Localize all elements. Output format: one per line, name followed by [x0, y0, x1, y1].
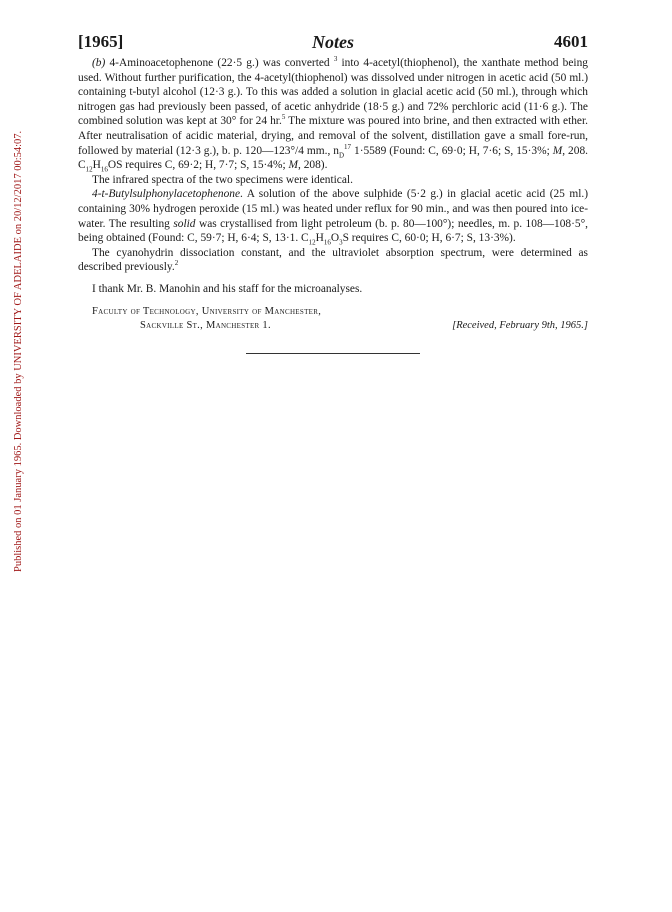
received-date: [Received, February 9th, 1965.]: [452, 319, 588, 331]
page-header: [78, 32, 588, 54]
article-body: [78, 56, 588, 354]
affiliation-block: [78, 305, 588, 335]
paragraph-sulphonyl: 4-t-Butylsulphonylacetophenone. A solution of the above sulphide (5·2 g.) in glacial acetic acid (25 ml.) containing 30% hydrogen peroxide (15 ml.) was heated under reflux for 90 min., and was then poured into ice-water. The resulting solid was crystallised from light petroleum (b. p. 80—100°); needles, m. p. 108—108·5°, being obtained (Found: C, 59·7; H, 6·4; S, 13·1. $C_{12}H_{16}O_3S$ requires C, 60·0; H, 6·7; S, 13·3%).: [78, 188, 589, 247]
page-number: 4601: [554, 32, 588, 51]
paragraph-aminoacetophenone: (b) 4-Aminoacetophenone (22·5 g.) was converted $^3$ into 4-acetyl(thiophenol), the xanthate method being used. Without further purification, the 4-acetyl(thiophenol) was dissolved under nitrogen in acetic acid (50 ml.) containing t-butyl alcohol (12·3 g.). To this was added a solution in glacial acetic acid (50 ml.), through which nitrogen gas had previously been passed, of acetic anhydride (18·5 g.) and 72% perchloric acid (11·6 g.). The combined solution was kept at 30° for 24 hr.$^5$ The mixture was poured into brine, and then extracted with ether. After neutralisation of acidic material, drying, and removal of the solvent, distillation gave a small fore-run, followed by material (12·3 g.), b. p. 120—123°/4 mm., $n_D^{17}$ 1·5589 (Found: C, 69·0; H, 7·6; S, 15·3%; M, 208. $C_{12}H_{16}OS$ requires C, 69·2; H, 7·7; S, 15·4%; M, 208).: [78, 55, 589, 174]
affiliation-line-1: Faculty of Technology, University of Manchester,: [92, 305, 322, 317]
download-watermark: Published on 01 January 1965. Downloaded by UNIVERSITY OF ADELAIDE on 20/12/2017 00:54:07.: [13, 130, 24, 572]
paragraph-infrared: The infrared spectra of the two specimens were identical.: [92, 173, 353, 186]
affiliation-line-2: Sackville St., Manchester 1.: [140, 319, 271, 331]
paragraph-cyanohydrin: The cyanohydrin dissociation constant, and the ultraviolet absorption spectrum, were determined as described previously.$^2$: [78, 246, 588, 274]
journal-year: [1965]: [78, 32, 124, 51]
section-title: Notes: [312, 32, 354, 52]
end-rule: [246, 353, 420, 354]
paragraph-acknowledgement: I thank Mr. B. Manohin and his staff for the microanalyses.: [92, 282, 363, 295]
